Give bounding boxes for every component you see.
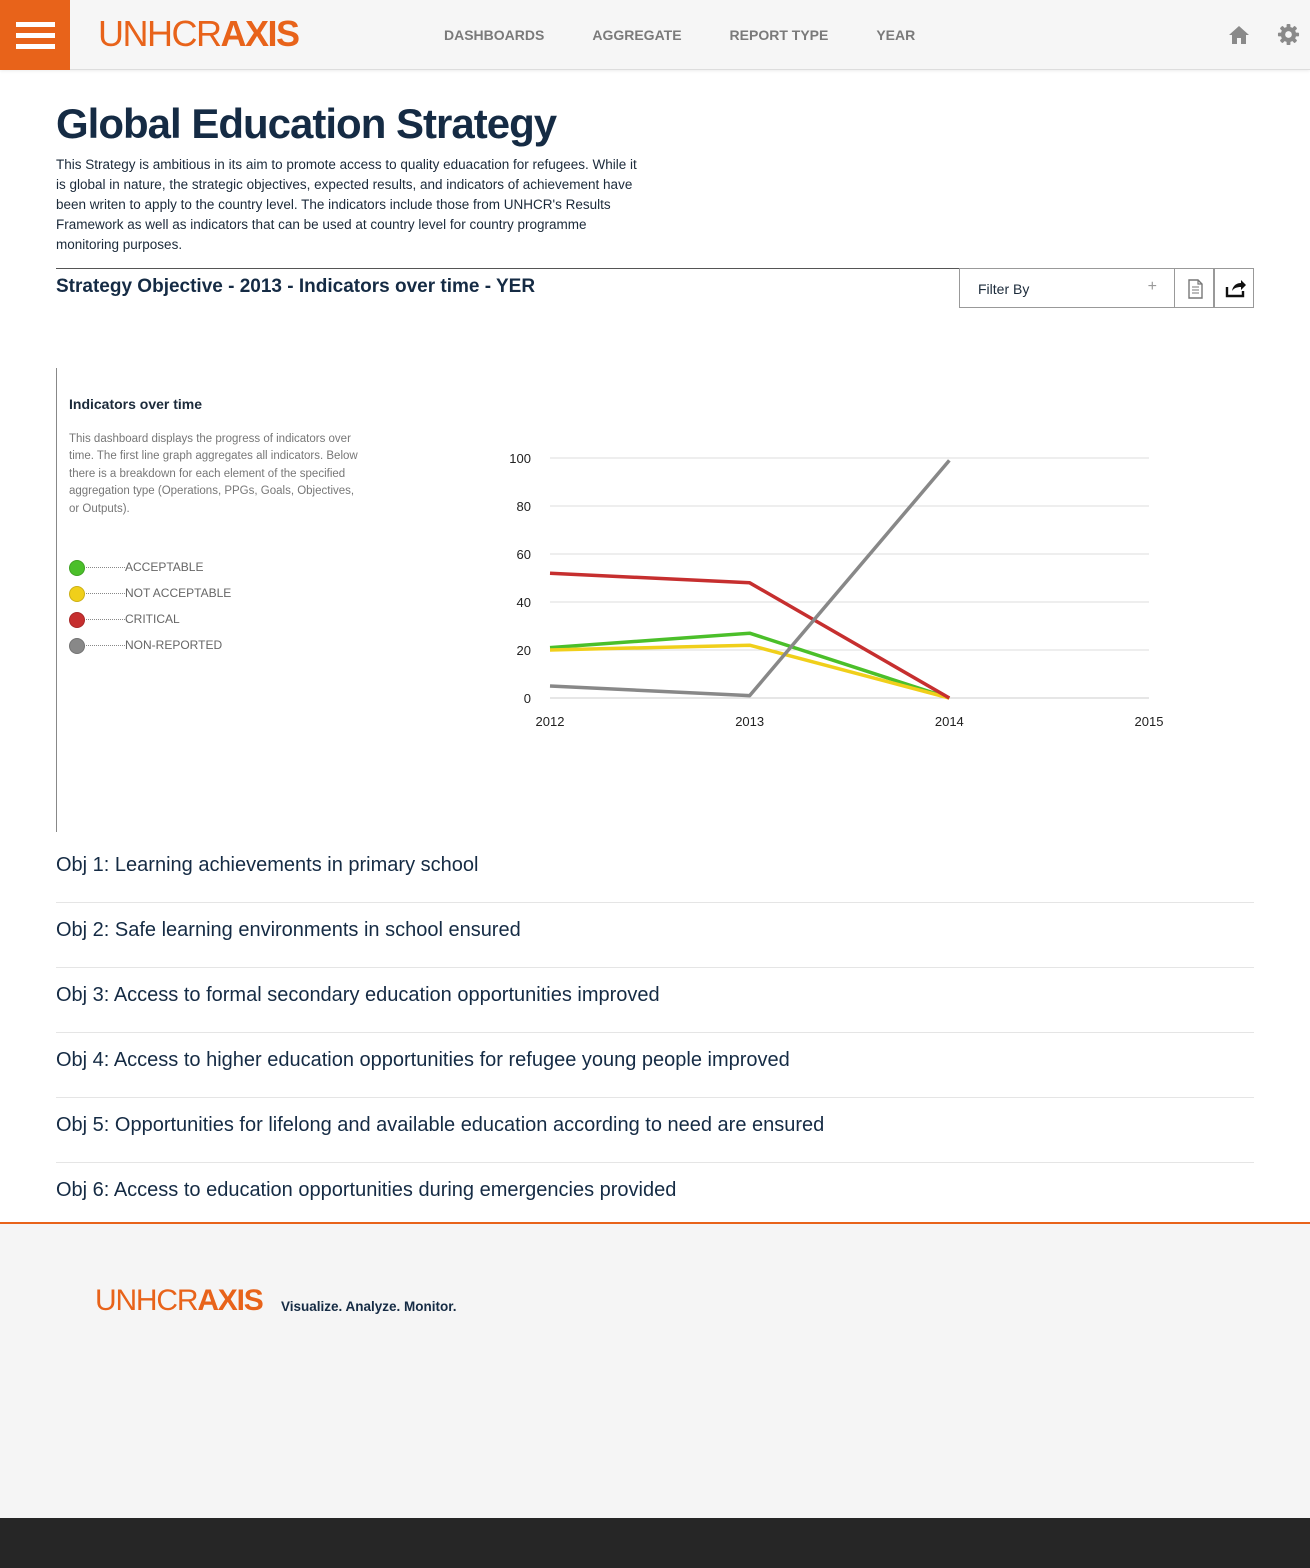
x-tick-label: 2015	[1134, 714, 1164, 729]
section-title: Strategy Objective - 2013 - Indicators over time - YER	[56, 276, 536, 297]
y-tick-label: 0	[523, 691, 531, 706]
nav-aggregate[interactable]: AGGREGATE	[592, 27, 682, 43]
panel-description: This dashboard displays the progress of indicators over time. The first line graph aggregates all indicators. Below there is a breakdown for each element of the specified aggregation type (Operations, PPGs, Goals, Objectives, or Outputs).	[69, 433, 358, 515]
panel-left-border	[56, 368, 57, 832]
footer-logo-unhcr: UNHCR	[95, 1284, 198, 1317]
x-tick-label: 2013	[735, 714, 765, 729]
legend-item-non-reported[interactable]	[69, 635, 289, 661]
footer-logo[interactable]	[95, 1284, 263, 1318]
export-pdf-button[interactable]	[1174, 268, 1214, 308]
nav-dashboards[interactable]: DASHBOARDS	[444, 27, 545, 43]
logo-text-axis: AXIS	[220, 13, 299, 54]
y-tick-label: 20	[516, 643, 531, 658]
main-nav	[420, 0, 939, 70]
top-navigation-bar	[0, 0, 1310, 70]
x-tick-label: 2014	[934, 714, 964, 729]
share-button[interactable]	[1214, 268, 1254, 308]
legend-label: CRITICAL	[125, 612, 180, 626]
app-logo[interactable]	[98, 14, 299, 54]
legend-item-critical[interactable]	[69, 609, 289, 635]
nav-report-type[interactable]: REPORT TYPE	[729, 27, 829, 43]
document-icon	[1175, 269, 1215, 309]
footer-tagline: Visualize. Analyze. Monitor.	[281, 1299, 457, 1314]
y-tick-label: 60	[516, 547, 531, 562]
y-tick-label: 80	[516, 499, 531, 514]
objective-item-1[interactable]: Obj 1: Learning achievements in primary school	[56, 838, 1254, 903]
bottom-bar	[0, 1518, 1310, 1568]
panel-title: Indicators over time	[69, 396, 203, 412]
legend-dot-acceptable	[69, 560, 85, 576]
home-icon[interactable]	[1228, 24, 1250, 46]
objective-item-5[interactable]: Obj 5: Opportunities for lifelong and available education according to need are ensured	[56, 1098, 1254, 1163]
objective-item-4[interactable]: Obj 4: Access to higher education opportunities for refugee young people improved	[56, 1033, 1254, 1098]
y-tick-label: 40	[516, 595, 531, 610]
objective-item-2[interactable]: Obj 2: Safe learning environments in school ensured	[56, 903, 1254, 968]
legend-dot-non-reported	[69, 638, 85, 654]
legend-label: ACCEPTABLE	[125, 560, 204, 574]
page-title: Global Education Strategy	[56, 100, 557, 147]
objective-item-6[interactable]: Obj 6: Access to education opportunities during emergencies provided	[56, 1179, 677, 1201]
legend-dot-not-acceptable	[69, 586, 85, 602]
legend-item-not-acceptable[interactable]	[69, 583, 289, 609]
page-description: This Strategy is ambitious in its aim to promote access to quality eduacation for refugees. While it is global in nature, the strategic objectives, expected results, and indicators of achievement have been writen to apply to the country level. The indicators include those from UNHCR's Results Framework as well as indicators that can be used at country level for country programme monitoring purposes.	[56, 157, 637, 252]
share-icon	[1215, 269, 1255, 309]
objectives-list	[56, 838, 1254, 1228]
logo-text-unhcr: UNHCR	[98, 13, 221, 54]
indicators-line-chart	[490, 440, 1190, 750]
chart-legend	[69, 557, 289, 661]
legend-item-acceptable[interactable]	[69, 557, 289, 583]
filter-by-dropdown[interactable]	[959, 268, 1175, 308]
footer-logo-axis: AXIS	[197, 1284, 263, 1317]
filter-plus-icon: +	[1147, 278, 1157, 295]
legend-label: NON-REPORTED	[125, 638, 223, 652]
legend-label: NOT ACCEPTABLE	[125, 586, 232, 600]
series-line-non-reported	[550, 460, 949, 695]
y-tick-label: 100	[509, 451, 531, 466]
x-tick-label: 2012	[535, 714, 565, 729]
filter-by-label: Filter By	[978, 281, 1030, 297]
hamburger-menu-icon[interactable]	[0, 0, 70, 70]
footer	[0, 1222, 1310, 1518]
nav-year[interactable]: YEAR	[876, 27, 916, 43]
gear-icon[interactable]	[1277, 23, 1300, 46]
legend-dot-critical	[69, 612, 85, 628]
objective-item-3[interactable]: Obj 3: Access to formal secondary education opportunities improved	[56, 968, 1254, 1033]
